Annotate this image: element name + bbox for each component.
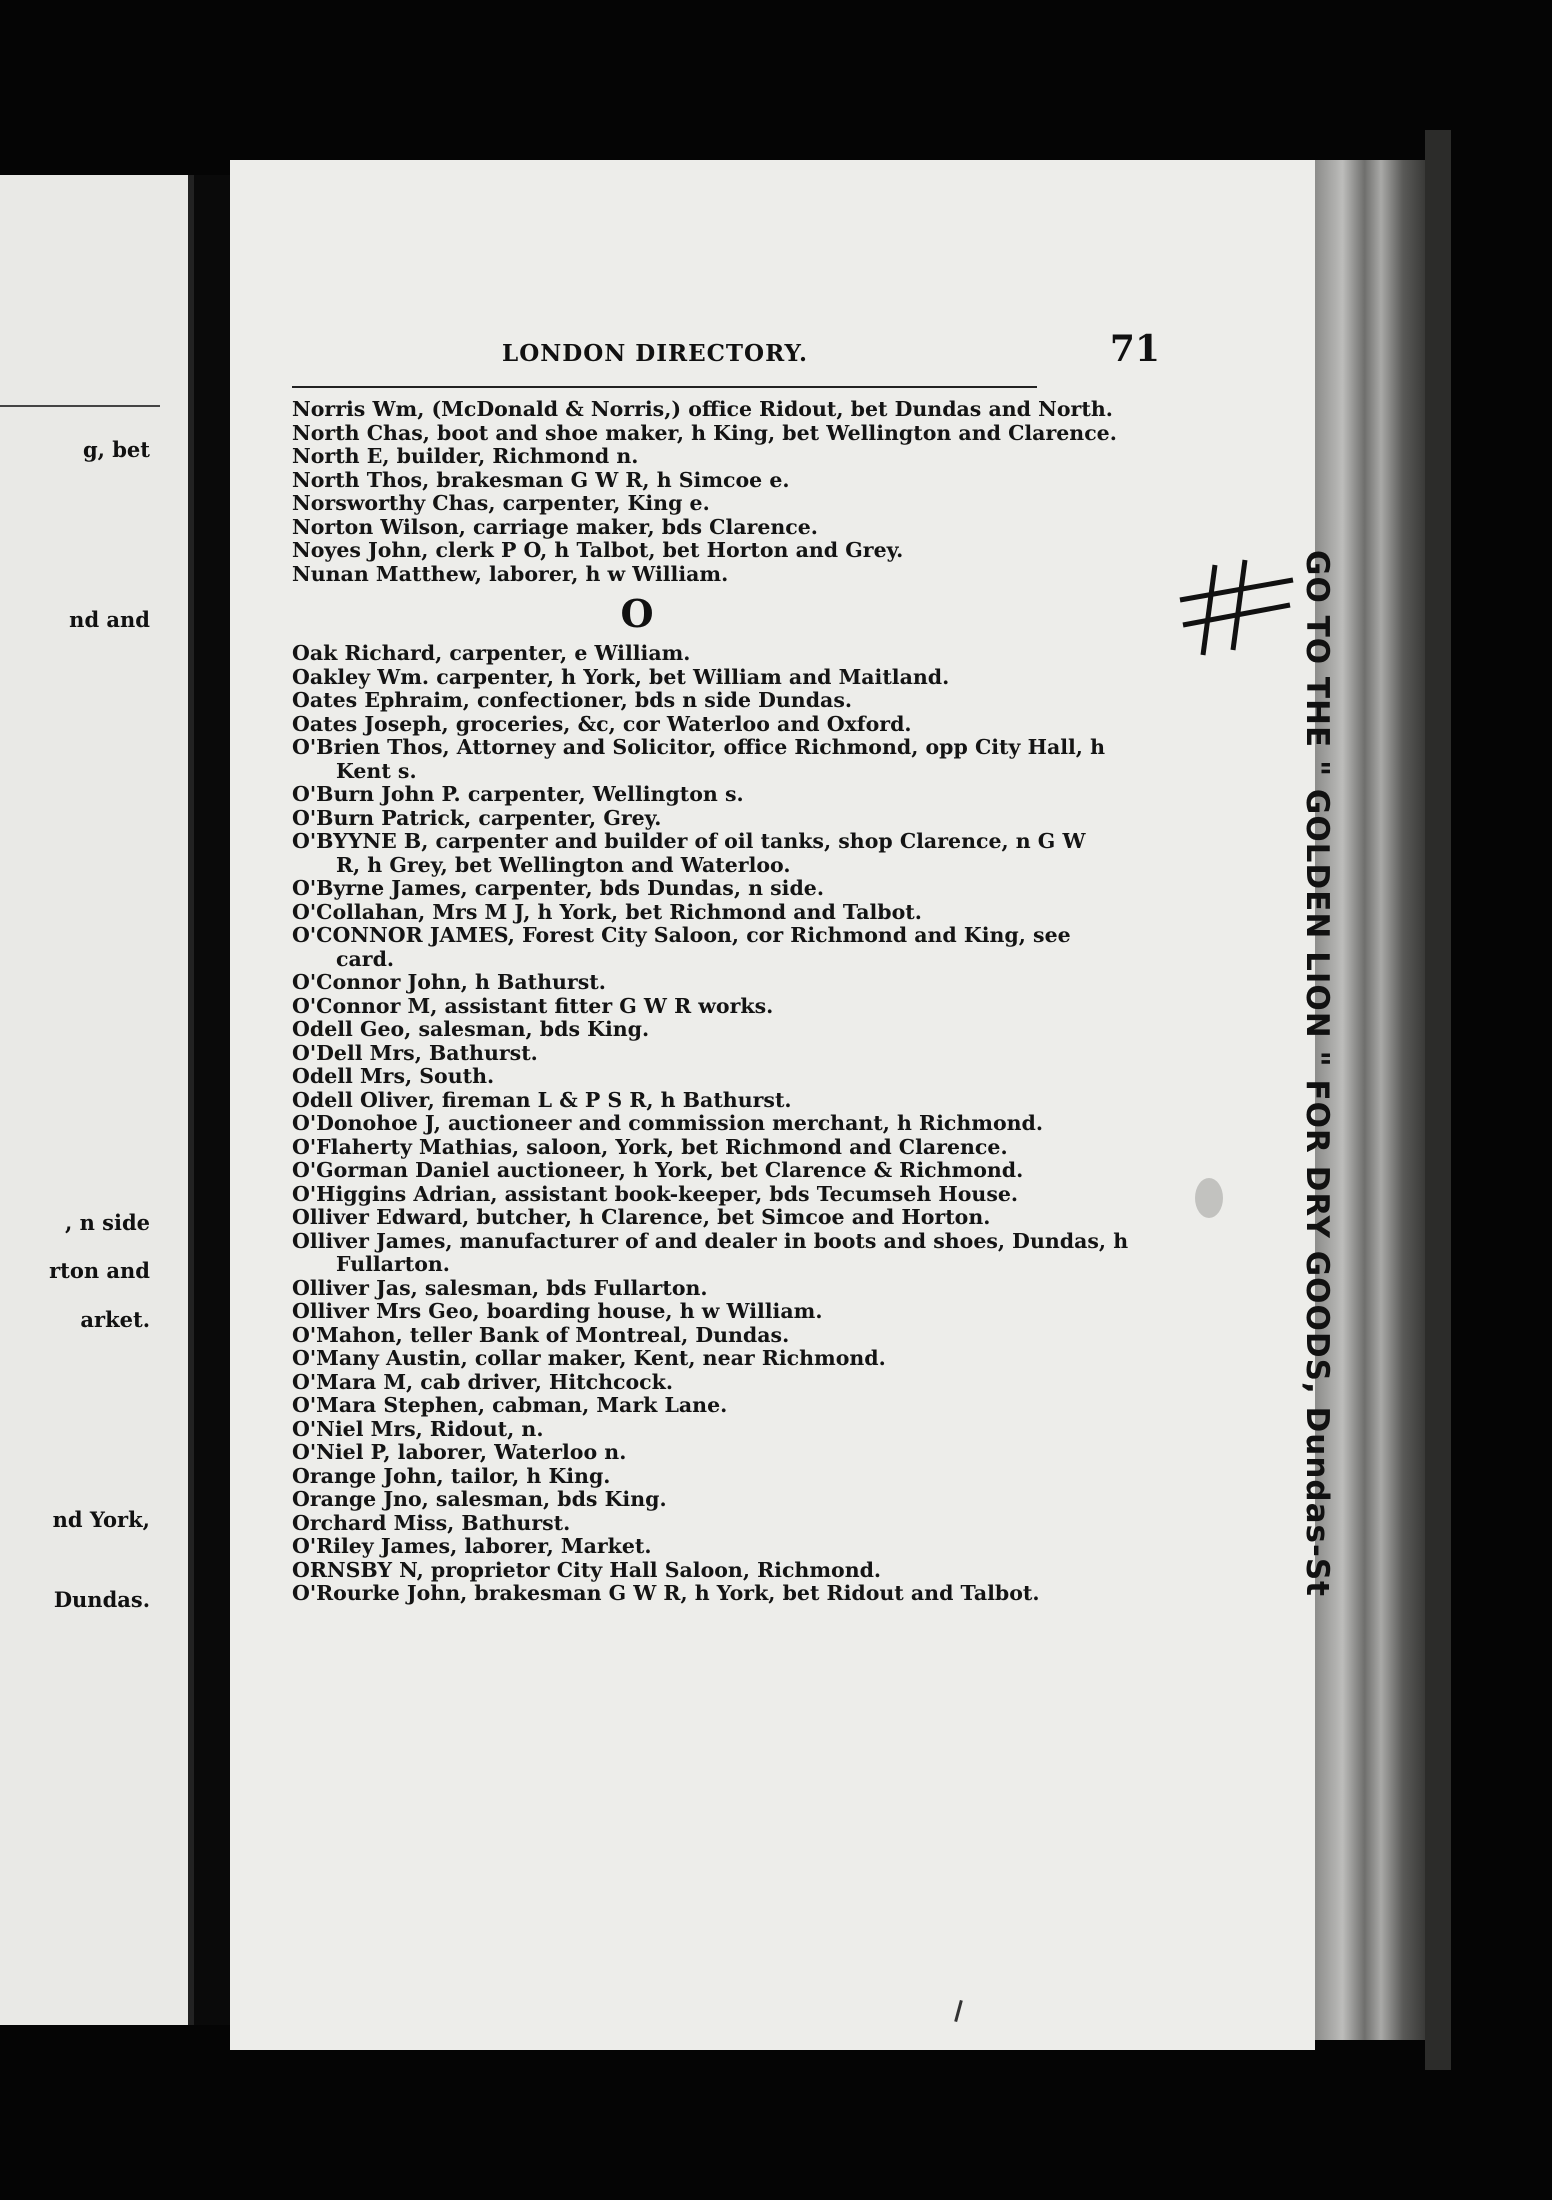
entry-text: O'Rourke John, brakesman G W R, h York, bet Ridout and Talbot. [292,1581,1040,1605]
entry-text: O'Riley James, laborer, Market. [292,1534,652,1558]
directory-entry [292,1441,1062,1465]
directory-entry [292,1418,1062,1442]
directory-entry [292,1228,1129,1277]
entry-text: North Thos, brakesman G W R, h Simcoe e. [292,467,790,492]
left-fragment: nd York, [52,1507,150,1532]
entry-text: Norris Wm, (McDonald & Norris,) office Ridout, bet Dundas and North. [292,397,1113,421]
directory-entry [292,445,1062,469]
entry-text: Noyes John, clerk P O, h Talbot, bet Horton and Grey. [292,538,904,562]
entry-continuation: R, h Grey, bet Wellington and Waterloo. [336,852,791,877]
directory-entry [292,713,1062,737]
directory-entry [292,492,1062,516]
entry-text: O'Brien Thos, Attorney and Solicitor, office Richmond, opp City Hall, h [292,735,1105,759]
left-fragment: , n side [64,1210,150,1235]
directory-entry [292,1488,1062,1512]
entry-text: O'Flaherty Mathias, saloon, York, bet Richmond and Clarence. [292,1134,1008,1159]
directory-entry [292,1512,1062,1536]
directory-entry [292,829,1086,877]
directory-page [230,160,1335,2050]
entry-text: O'Higgins Adrian, assistant book-keeper, bds Tecumseh House. [292,1181,1019,1206]
entry-text: O'Niel Mrs, Ridout, n. [292,1416,544,1441]
directory-entry [292,397,1113,422]
ink-smudge [1195,1178,1223,1218]
cover-edge [1425,130,1451,2070]
entry-continuation: Fullarton. [336,1252,450,1276]
entry-text: Olliver Jas, salesman, bds Fullarton. [292,1275,708,1300]
running-title: LONDON DIRECTORY. [502,340,808,367]
entry-text: Olliver Edward, butcher, h Clarence, bet Simcoe and Horton. [292,1205,991,1229]
entry-text: Orange John, tailor, h King. [292,1463,611,1488]
entry-text: Odell Mrs, South. [292,1064,495,1088]
left-fragment: g, bet [82,437,150,462]
entry-text: O'Burn Patrick, carpenter, Grey. [292,805,662,830]
previous-page-fragment [0,175,194,2025]
directory-entry [292,469,1062,493]
entry-text: Odell Geo, salesman, bds King. [292,1017,650,1041]
directory-entry [292,783,1062,807]
directory-entry [292,1347,1062,1371]
entry-text: O'Connor M, assistant fitter G W R works. [292,993,774,1018]
directory-entry [292,1559,1062,1583]
entry-text: O'Collahan, Mrs M J, h York, bet Richmond and Talbot. [292,899,922,924]
entry-text: O'Gorman Daniel auctioneer, h York, bet Clarence & Richmond. [292,1158,1024,1182]
directory-entry [292,1112,1062,1136]
hash-mark-icon [1175,555,1295,665]
directory-entry [292,1300,1062,1324]
entry-text: Norton Wilson, carriage maker, bds Clarence. [292,514,818,539]
previous-page-rule [0,405,160,407]
entry-text: Odell Oliver, fireman L & P S R, h Bathurst. [292,1087,792,1112]
directory-entry [292,901,1062,925]
entry-text: O'Mahon, teller Bank of Montreal, Dundas. [292,1322,790,1347]
directory-entry [292,666,1062,690]
entry-text: Oates Ephraim, confectioner, bds n side Dundas. [292,688,853,712]
directory-entry [292,1042,1062,1066]
directory-entry [292,971,1062,995]
directory-entry [292,689,1062,713]
directory-entry [292,1465,1062,1489]
left-fragment: Dundas. [53,1587,150,1612]
directory-entry [292,516,1062,540]
entry-text: O'CONNOR JAMES, Forest City Saloon, cor Richmond and King, see [292,923,1071,947]
entry-text: O'Dell Mrs, Bathurst. [292,1040,538,1065]
entry-continuation: card. [336,946,395,971]
directory-entry [292,1535,1062,1559]
entry-continuation: Kent s. [336,758,417,783]
directory-entry [292,1136,1062,1160]
directory-entry [292,1089,1062,1113]
directory-entry [292,923,1071,971]
left-fragment: nd and [69,607,150,632]
entry-text: O'Burn John P. carpenter, Wellington s. [292,782,744,806]
pencil-mark [954,2000,963,2022]
entry-text: Oak Richard, carpenter, e William. [292,641,691,665]
directory-entry [292,1183,1062,1207]
directory-entry [292,735,1105,783]
entry-text: Orange Jno, salesman, bds King. [292,1487,667,1511]
left-fragment: rton and [49,1258,150,1283]
page-header [310,328,1310,390]
directory-entry [292,1324,1062,1348]
entry-text: ORNSBY N, proprietor City Hall Saloon, Richmond. [292,1557,882,1582]
entry-text: O'Byrne James, carpenter, bds Dundas, n side. [292,876,824,900]
entry-text: O'Mara Stephen, cabman, Mark Lane. [292,1393,728,1417]
entry-text: O'Donohoe J, auctioneer and commission merchant, h Richmond. [292,1111,1044,1135]
directory-entry [292,539,1062,563]
entry-text: O'Niel P, laborer, Waterloo n. [292,1440,627,1464]
side-advertisement [1299,550,1365,1870]
directory-entry [292,1206,1062,1230]
directory-entry [292,877,1062,901]
section-letter: O [620,591,654,636]
directory-entry [292,1065,1062,1089]
directory-entry [292,1582,1062,1606]
directory-entries [292,397,1129,1606]
directory-entry [292,1394,1062,1418]
entry-text: Olliver Mrs Geo, boarding house, h w William. [292,1299,823,1323]
entry-text: O'Mara M, cab driver, Hitchcock. [292,1369,673,1394]
page-number: 71 [1109,328,1160,370]
entry-text: O'BYYNE B, carpenter and builder of oil tanks, shop Clarence, n G W [292,829,1086,853]
directory-entry [292,807,1062,831]
entry-text: North E, builder, Richmond n. [292,444,639,468]
entry-text: North Chas, boot and shoe maker, h King, bet Wellington and Clarence. [292,420,1117,445]
entries-n-list [292,397,1117,586]
directory-entry [292,1371,1062,1395]
directory-entry [292,995,1062,1019]
entry-text: Orchard Miss, Bathurst. [292,1510,571,1535]
entry-text: Norsworthy Chas, carpenter, King e. [292,491,710,515]
directory-entry [292,1277,1062,1301]
directory-entry [292,420,1117,446]
entry-text: Oates Joseph, groceries, &c, cor Waterloo and Oxford. [292,711,912,736]
entry-text: Nunan Matthew, laborer, h w William. [292,561,729,586]
book-gutter [194,175,230,2025]
entry-text: Olliver James, manufacturer of and dealer in boots and shoes, Dundas, h [292,1228,1129,1253]
directory-entry [292,642,1062,666]
directory-entry [292,563,1062,587]
entry-text: O'Connor John, h Bathurst. [292,970,606,994]
directory-entry [292,1018,1062,1042]
entries-o-list [292,641,1129,1606]
entry-text: Oakley Wm. carpenter, h York, bet William and Maitland. [292,664,950,689]
side-advertisement-text: GO TO THE " GOLDEN LION " FOR DRY GOODS, Dundas-St [1299,550,1335,1597]
entry-text: O'Many Austin, collar maker, Kent, near Richmond. [292,1346,886,1370]
directory-entry [292,1159,1062,1183]
left-fragment: arket. [80,1307,150,1332]
header-rule [292,386,1037,388]
